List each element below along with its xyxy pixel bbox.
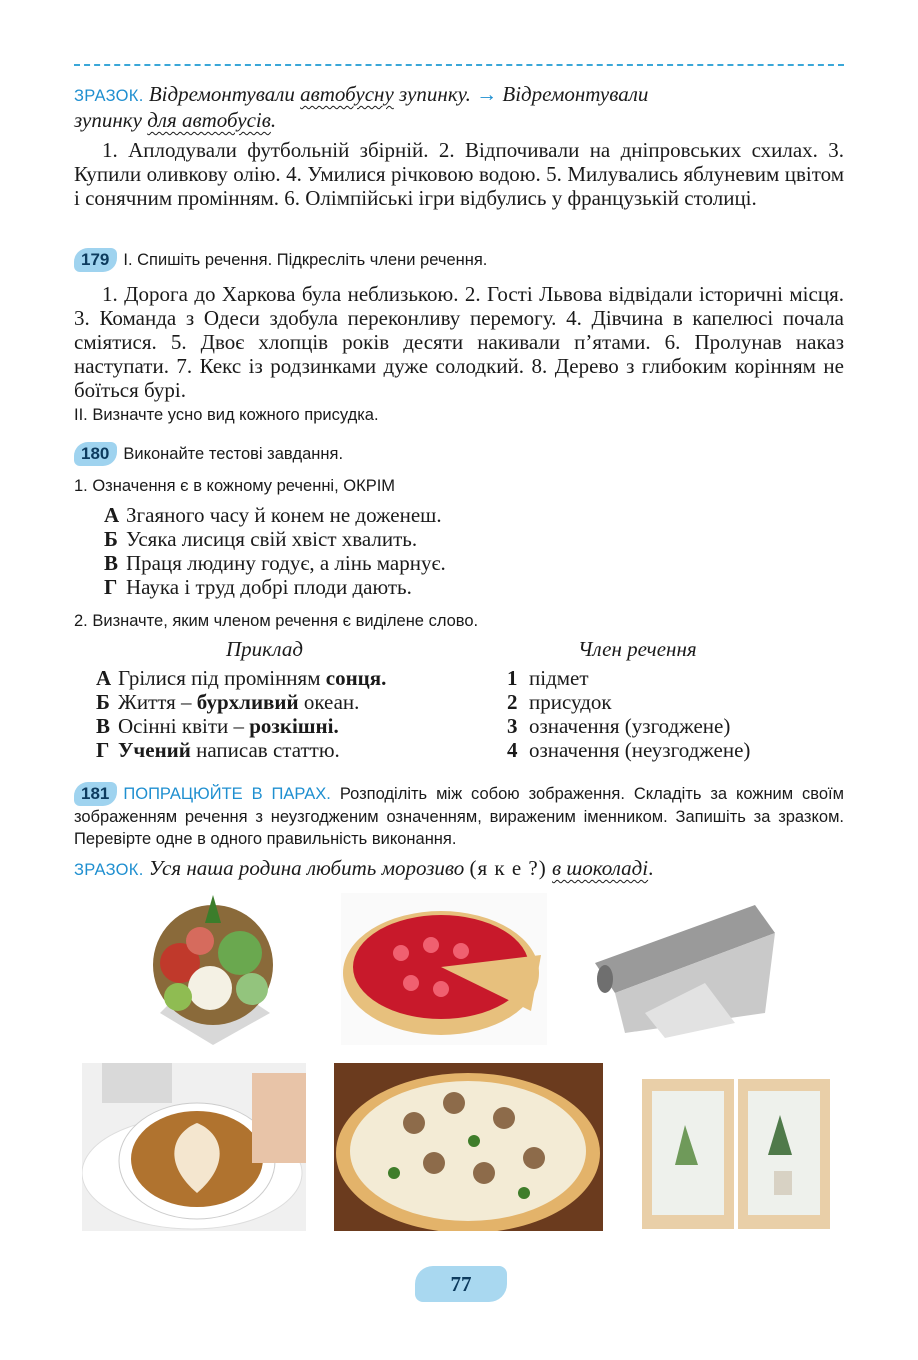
top-divider <box>74 64 844 66</box>
sample-text: Відремонтували <box>497 82 649 106</box>
exercise-task: Виконайте тестові завдання. <box>123 445 344 463</box>
member-row: 3 означення (узгоджене) <box>507 714 731 738</box>
sample-block <box>74 82 844 132</box>
sample-wavy-word: в шоколаді <box>552 856 649 880</box>
sample-label: ЗРАЗОК. <box>74 87 144 105</box>
sample-181 <box>74 856 844 882</box>
exercise-179-header <box>74 248 844 272</box>
member-row: 2 присудок <box>507 690 612 714</box>
question-1: 1. Означення є в кожному реченні, ОКРІМ <box>74 477 396 495</box>
arrow-icon: → <box>476 82 498 106</box>
latte-art-image <box>82 1063 306 1231</box>
sample-text: зупинку. <box>393 82 471 106</box>
mushroom-pizza-image <box>334 1063 603 1231</box>
photo-frame-image <box>640 1075 832 1231</box>
exercise-179-text: 1. Дорога до Харкова була неблизькою. 2. Гості Львова відвідали історичні місця. 3. Команда з Одеси здобула переконливу перемогу. 4. Дівчина в капелюсі почала сміятися. 5. Двоє хлопців років десяти накивали п’ятами. 6. Пролунав наказ наступати. 7. Кекс із родзинками дуже солодкий. 8. Дерево з глибоким корінням не боїться бурі. <box>74 282 844 402</box>
exercise-task: Розподіліть між собою зображення. Складіть за кожним своїм зображенням речення з неузгодженим означенням, вираженим іменником. Запишіть за зразком. Перевірте одне в одного правильність виконання. <box>74 785 844 848</box>
option-row: В Праця людину годує, а лінь марнує. <box>104 551 446 575</box>
example-row: В Осінні квіти – розкішні. <box>96 714 339 738</box>
sample-text: зупинку <box>74 108 148 132</box>
column-header-example: Приклад <box>226 637 303 661</box>
exercise-number-badge: 180 <box>74 442 117 466</box>
sample-text: . <box>648 856 654 880</box>
sample-text: Уся наша родина любить морозиво <box>148 856 465 880</box>
member-row: 1 підмет <box>507 666 589 690</box>
option-row: Г Наука і труд добрі плоди дають. <box>104 575 412 599</box>
page-number: 77 <box>415 1266 507 1302</box>
exercise-180-header <box>74 442 844 466</box>
fruit-bouquet-image <box>120 893 306 1045</box>
column-header-member: Член речення <box>578 637 697 661</box>
sample-text: . <box>270 108 277 132</box>
sample-question: (я к е ?) <box>469 856 547 880</box>
exercise-number-badge: 179 <box>74 248 117 272</box>
exercise-task: І. Спишіть речення. Підкресліть члени речення. <box>123 251 488 269</box>
exercise-178-text: 1. Аплодували футбольній збірній. 2. Відпочивали на дніпровських схилах. 3. Купили оливкову олію. 4. Умилися річковою водою. 5. Милувались яблуневим цвітом і сонячним промінням. 6. Олімпійські ігри відбулись у французькій столиці. <box>74 138 844 210</box>
member-row: 4 означення (неузгоджене) <box>507 738 751 762</box>
option-row: А Згаяного часу й конем не доженеш. <box>104 503 442 527</box>
exercise-number-badge: 181 <box>74 782 117 806</box>
pair-work-label: ПОПРАЦЮЙТЕ В ПАРАХ. <box>123 785 331 803</box>
sample-wavy-word: автобусну <box>300 82 394 106</box>
sample-wavy-word: для автобусів <box>147 108 271 132</box>
exercise-181-header <box>74 782 844 850</box>
sample-text: Відремонтували <box>148 82 301 106</box>
example-row: Б Життя – бурхливий океан. <box>96 690 360 714</box>
example-row: А Грілися під промінням сонця. <box>96 666 387 690</box>
exercise-179-task2: ІІ. Визначте усно вид кожного присудка. <box>74 406 379 424</box>
option-row: Б Усяка лисиця свій хвіст хвалить. <box>104 527 418 551</box>
question-2: 2. Визначте, яким членом речення є виділене слово. <box>74 612 479 630</box>
example-row: Г Учений написав статтю. <box>96 738 340 762</box>
sample-label: ЗРАЗОК. <box>74 861 144 879</box>
foil-roll-image <box>585 893 781 1045</box>
strawberry-tart-image <box>341 893 547 1045</box>
